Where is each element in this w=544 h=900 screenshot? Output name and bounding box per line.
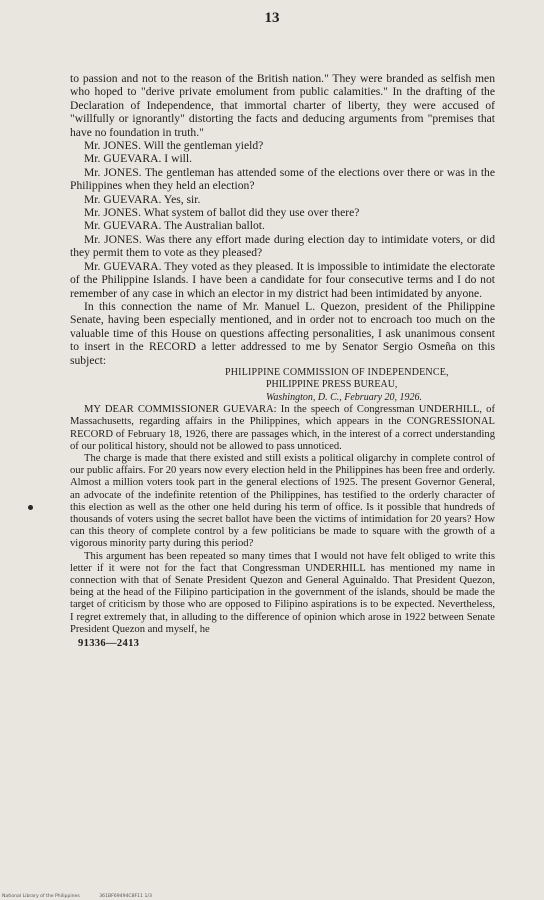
body-text — [70, 72, 495, 650]
paragraph: Mr. GUEVARA. The Australian ballot. — [84, 219, 265, 233]
page-number: 13 — [264, 10, 280, 26]
paragraph: Mr. GUEVARA. I will. — [84, 152, 192, 166]
paragraph: Mr. JONES. What system of ballot did they use over there? — [84, 206, 360, 220]
letter-head-line: PHILIPPINE PRESS BUREAU, — [266, 379, 398, 391]
letter-head-line: PHILIPPINE COMMISSION OF INDEPENDENCE, — [225, 366, 449, 378]
margin-mark — [28, 505, 33, 510]
caption-right: 361BF69494C8F11 1/3 — [99, 894, 152, 899]
letter-paragraph: The charge is made that there existed and still exists a political oligarchy in complete control of our public affairs. For 20 years now every election held in the Philippines has been free and orderly. Almost a million voters took part in the general elections of 1925. The present Governor General, an advocate of the indefinite retention of the Philippines, has testified to the orderly character of this election as well as the other one held during his term of office. Is it possible that hundreds of thousands of voters using the secret ballot have been the victims of intimidation for 20 years? How can this theory of complete control by a few politicians be made to square with the growth of a vigorous minority party during this period? — [70, 452, 495, 550]
paragraph: Mr. JONES. Was there any effort made during election day to intimidate voters, or did they permit them to vote as they pleased? — [70, 232, 495, 260]
library-caption — [2, 894, 170, 899]
paragraph: In this connection the name of Mr. Manuel L. Quezon, president of the Philippine Senate, having been especially mentioned, and in order not to encroach too much on the valuable time of this House on questions affecting personalities, I ask unanimous consent to insert in the RECORD a letter addressed to me by Senator Sergio Osmeña on this subject: — [70, 299, 495, 367]
paragraph: Mr. JONES. Will the gentleman yield? — [84, 139, 264, 153]
paragraph: Mr. JONES. The gentleman has attended some of the elections over there or was in the Philippines when they held an election? — [70, 165, 495, 193]
paragraph: to passion and not to the reason of the British nation." They were branded as selfish men who hoped to "derive private emolument from public calamities." In the drafting of the Declaration of Independence, that immortal charter of liberty, they were accused of "willfully or ignorantly" distorting the facts and deducing arguments from "premises that have no foundation in truth." — [70, 72, 495, 139]
caption-left: National Library of the Philippines — [2, 894, 80, 899]
footer-code: 91336—2413 — [78, 638, 140, 650]
letter-paragraph: MY DEAR COMMISSIONER GUEVARA: In the speech of Congressman UNDERHILL, of Massachusetts, regarding affairs in the Philippines, which appears in the CONGRESSIONAL RECORD of February 18, 1926, there are passages which, in the interest of a correct understanding of our political history, should not be allowed to pass unnoticed. — [70, 404, 495, 452]
letter-head-line: Washington, D. C., February 20, 1926. — [266, 391, 423, 403]
paragraph: Mr. GUEVARA. They voted as they pleased. It is impossible to intimidate the electorate of the Philippine Islands. I have been a candidate for four consecutive terms and I do not remember of any case in which an elector in my district had been intimidated by anyone. — [70, 259, 495, 300]
paragraph: Mr. GUEVARA. Yes, sir. — [84, 192, 201, 206]
letter-paragraph: This argument has been repeated so many times that I would not have felt obliged to write this letter if it were not for the fact that Congressman UNDERHILL has mentioned my name in connection with that of Senate President Quezon and General Aguinaldo. That President Quezon, being at the head of the Filipino participation in the government of the islands, should be made the target of criticism by those who are opposed to Filipino aspirations is to be expected. Nevertheless, I regret extremely that, in alluding to the difference of opinion which arose in 1922 between Senate President Quezon and myself, he — [70, 550, 495, 635]
